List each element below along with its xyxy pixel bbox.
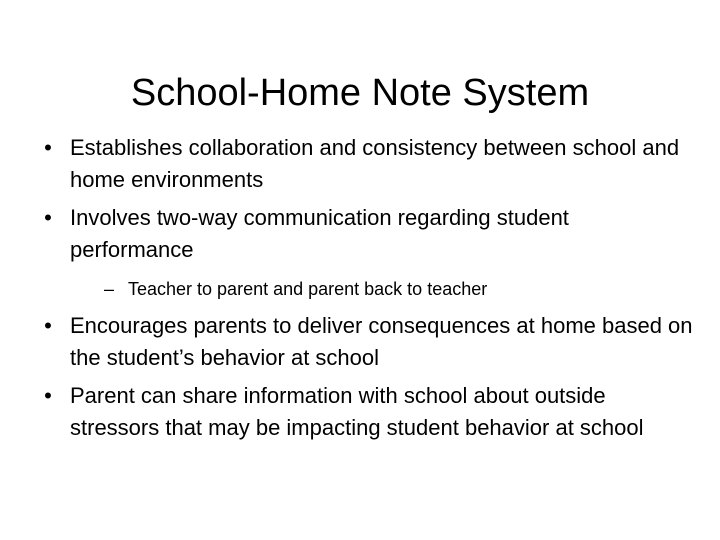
bullet-text: Establishes collaboration and consistency between school and home environments bbox=[70, 135, 680, 192]
bullet-text: Parent can share information with school about outside stressors that may be impacting student behavior at school bbox=[70, 383, 644, 440]
slide-title: School-Home Note System bbox=[130, 72, 590, 115]
bullet-text: Involves two-way communication regarding student performance bbox=[70, 205, 569, 262]
sub-bullet-marker: – bbox=[104, 279, 115, 299]
bullet-item bbox=[36, 132, 696, 196]
bullet-text: Encourages parents to deliver consequences at home based on the student’s behavior at school bbox=[70, 313, 693, 370]
bullet-marker: • bbox=[44, 135, 52, 160]
bullet-item bbox=[36, 202, 696, 302]
bullet-item bbox=[36, 310, 696, 374]
sub-bullet-item bbox=[70, 276, 696, 302]
bullet-marker: • bbox=[44, 383, 52, 408]
bullet-marker: • bbox=[44, 313, 52, 338]
bullet-list bbox=[36, 132, 696, 450]
bullet-item bbox=[36, 380, 696, 444]
bullet-marker: • bbox=[44, 205, 52, 230]
sub-bullet-list bbox=[70, 276, 696, 302]
sub-bullet-text: Teacher to parent and parent back to teacher bbox=[128, 279, 488, 299]
